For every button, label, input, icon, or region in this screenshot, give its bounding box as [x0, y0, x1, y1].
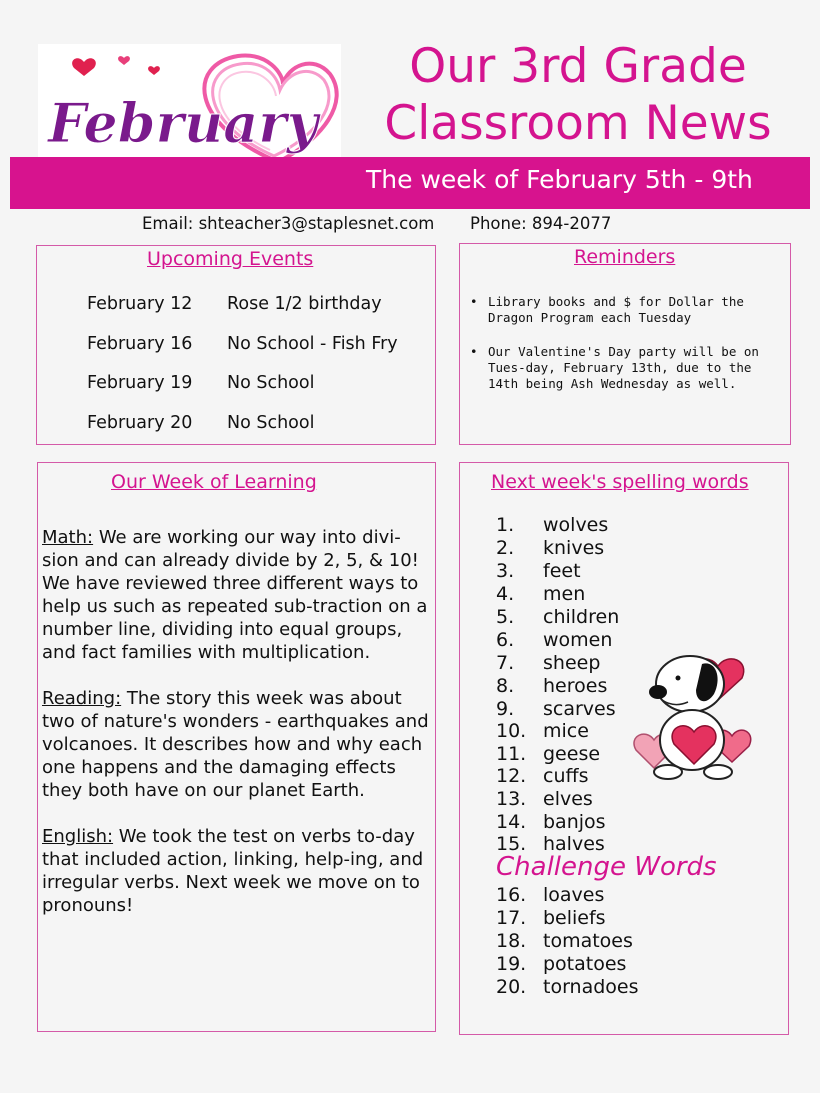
title-line-1: Our 3rd Grade [409, 39, 747, 94]
spelling-word: sheep [543, 652, 601, 674]
spelling-number: 7. [496, 652, 515, 674]
upcoming-events-heading: Upcoming Events [147, 248, 314, 270]
spelling-word: knives [543, 537, 605, 559]
math-text: We are working our way into divi-sion and can already divide by 2, 5, & 10! We have reviewed three different ways to help us such as repeated sub-traction on a number line, dividing into equal groups, and fact families with multiplication. [42, 527, 428, 663]
spelling-number: 9. [496, 698, 515, 720]
spelling-number: 1. [496, 514, 515, 536]
snoopy-icon [632, 636, 760, 786]
week-of-learning-heading: Our Week of Learning [111, 471, 317, 493]
bullet-icon: • [470, 344, 478, 359]
challenge-word: potatoes [543, 953, 627, 975]
challenge-words-heading: Challenge Words [496, 852, 717, 882]
email-text: Email: shteacher3@staplesnet.com [142, 214, 435, 233]
bullet-icon: • [470, 294, 478, 309]
spelling-number: 10. [496, 720, 527, 742]
event-date: February 12 [87, 294, 193, 314]
challenge-number: 18. [496, 930, 527, 952]
challenge-number: 20. [496, 976, 527, 998]
reminder-text: Library books and $ for Dollar the Dragon Program each Tuesday [488, 294, 744, 325]
event-date: February 16 [87, 334, 193, 354]
spelling-word: heroes [543, 675, 608, 697]
math-label: Math: [42, 527, 94, 548]
spelling-word: children [543, 606, 620, 628]
challenge-word: tornadoes [543, 976, 639, 998]
event-name: No School [227, 413, 315, 433]
spelling-word: wolves [543, 514, 609, 536]
english-text: We took the test on verbs to-day that included action, linking, help-ing, and irregular verbs. Next week we move on to pronouns! [42, 826, 424, 916]
spelling-word: mice [543, 720, 589, 742]
phone-text: Phone: 894-2077 [470, 214, 612, 233]
spelling-number: 2. [496, 537, 515, 559]
spelling-number: 15. [496, 833, 527, 855]
svg-text:February: February [48, 91, 319, 155]
spelling-word: geese [543, 743, 601, 765]
spelling-number: 6. [496, 629, 515, 651]
spelling-number: 11. [496, 743, 527, 765]
spelling-number: 14. [496, 811, 527, 833]
title-line-2: Classroom News [384, 96, 772, 151]
upcoming-events-box [36, 245, 436, 445]
newsletter-title [358, 38, 798, 152]
spelling-word: halves [543, 833, 605, 855]
event-name: No School [227, 373, 315, 393]
spelling-word: scarves [543, 698, 616, 720]
spelling-word: women [543, 629, 613, 651]
english-paragraph [42, 825, 434, 917]
reading-paragraph [42, 687, 434, 802]
event-date: February 19 [87, 373, 193, 393]
challenge-word: loaves [543, 884, 605, 906]
challenge-number: 19. [496, 953, 527, 975]
event-date: February 20 [87, 413, 193, 433]
challenge-number: 16. [496, 884, 527, 906]
learning-content [42, 526, 434, 917]
spelling-number: 3. [496, 560, 515, 582]
reminders-box [459, 243, 791, 445]
reminder-text: Our Valentine's Day party will be on Tues-day, February 13th, due to the 14th being Ash Wednesday as well. [488, 344, 759, 391]
reading-label: Reading: [42, 688, 122, 709]
spelling-word: men [543, 583, 586, 605]
english-label: English: [42, 826, 114, 847]
event-name: Rose 1/2 birthday [227, 294, 382, 314]
spelling-number: 12. [496, 765, 527, 787]
challenge-number: 17. [496, 907, 527, 929]
challenge-word: tomatoes [543, 930, 633, 952]
week-banner-text: The week of February 5th - 9th [366, 165, 753, 194]
spelling-number: 13. [496, 788, 527, 810]
math-paragraph [42, 526, 434, 664]
spelling-word: cuffs [543, 765, 589, 787]
reading-text: The story this week was about two of nature's wonders - earthquakes and volcanoes. It describes how and why each one happens and the damaging effects they both have on our planet Earth. [42, 688, 429, 801]
spelling-number: 5. [496, 606, 515, 628]
snoopy-hearts-illustration [632, 636, 760, 786]
spelling-word: elves [543, 788, 593, 810]
challenge-word: beliefs [543, 907, 606, 929]
spelling-word: banjos [543, 811, 606, 833]
spelling-number: 8. [496, 675, 515, 697]
spelling-words-heading: Next week's spelling words [491, 471, 749, 493]
spelling-word: feet [543, 560, 581, 582]
reminders-heading: Reminders [574, 246, 676, 268]
event-name: No School - Fish Fry [227, 334, 398, 354]
spelling-number: 4. [496, 583, 515, 605]
